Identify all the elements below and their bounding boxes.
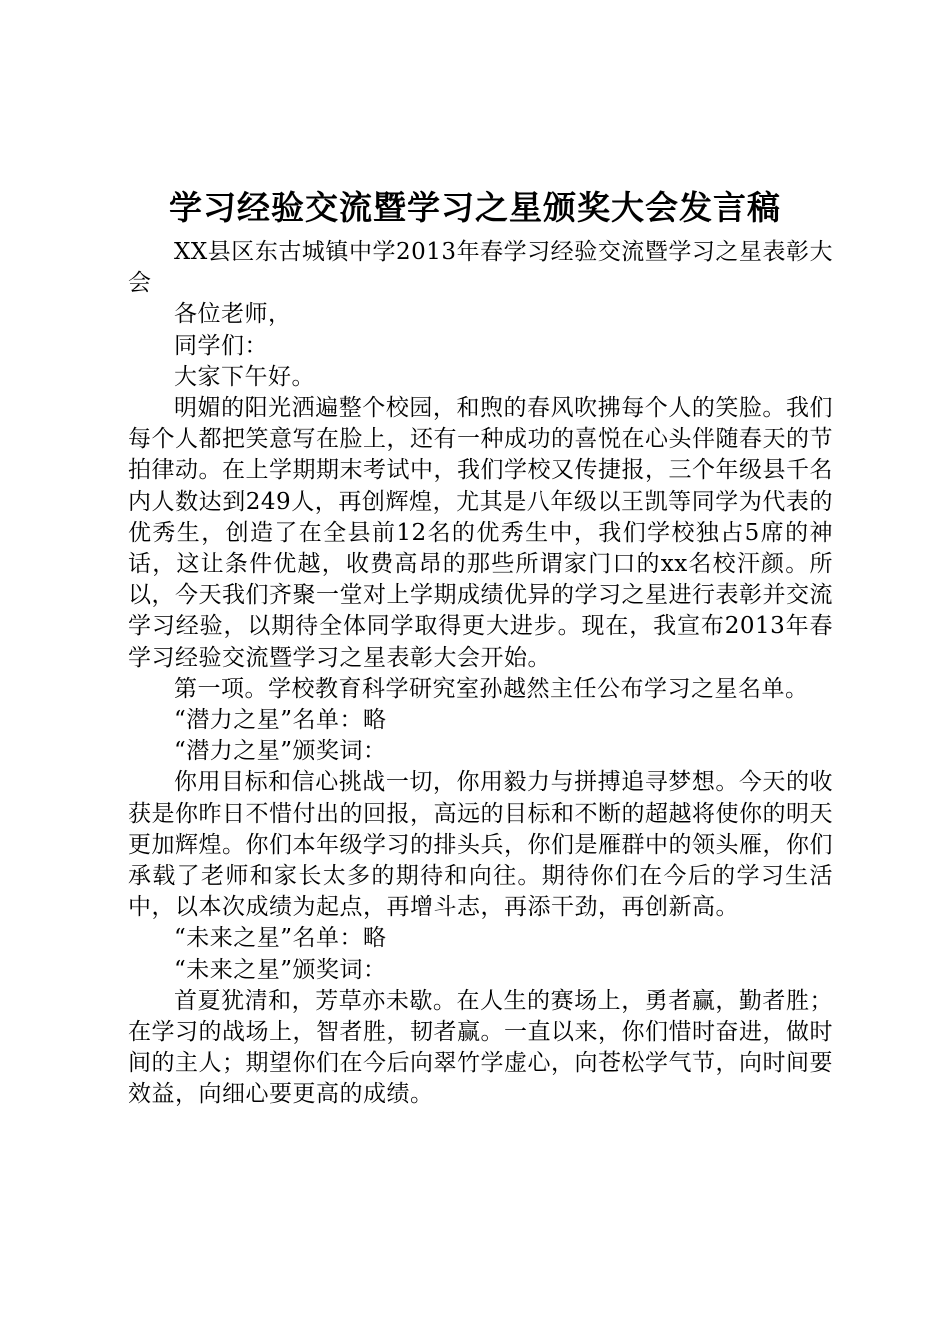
paragraph-potential-star-list: “潜力之星”名单：略 [174, 707, 387, 734]
paragraph-meeting-name: XX县区东古城镇中学2013年春学习经验交流暨学习之星表彰大会 [128, 239, 833, 297]
paragraph-future-star-citation-heading: “未来之星”颁奖词： [174, 956, 387, 983]
paragraph-future-star-list: “未来之星”名单：略 [174, 925, 387, 952]
paragraph-greeting-teachers: 各位老师， [174, 301, 292, 328]
paragraph-greeting-students: 同学们： [174, 332, 268, 359]
document-body [128, 237, 833, 1111]
paragraph-opening: 明媚的阳光洒遍整个校园，和煦的春风吹拂每个人的笑脸。我们每个人都把笑意写在脸上，还有一种成功的喜悦在心头伴随春天的节拍律动。在上学期期末考试中，我们学校又传捷报，三个年级县千名内人数达到249人，再创辉煌，尤其是八年级以王凯等同学为代表的优秀生，创造了在全县前12名的优秀生中，我们学校独占5席的神话，这让条件优越，收费高昂的那些所谓家门口的xx名校汗颜。所以，今天我们齐聚一堂对上学期成绩优异的学习之星进行表彰并交流学习经验，以期待全体同学取得更大进步。现在，我宣布2013年春学习经验交流暨学习之星表彰大会开始。 [128, 395, 833, 671]
paragraph-future-star-citation: 首夏犹清和，芳草亦未歇。在人生的赛场上，勇者赢，勤者胜；在学习的战场上，智者胜，韧者赢。一直以来，你们惜时奋进，做时间的主人；期望你们在今后向翠竹学虚心，向苍松学气节，向时间要效益，向细心要更高的成绩。 [128, 987, 833, 1108]
paragraph-potential-star-citation-heading: “潜力之星”颁奖词： [174, 738, 387, 765]
document-title: 学习经验交流暨学习之星颁奖大会发言稿 [169, 188, 781, 227]
paragraph-item-one: 第一项。学校教育科学研究室孙越然主任公布学习之星名单。 [174, 675, 809, 702]
paragraph-greeting-afternoon: 大家下午好。 [174, 363, 315, 390]
paragraph-potential-star-citation: 你用目标和信心挑战一切，你用毅力与拼搏追寻梦想。今天的收获是你昨日不惜付出的回报，高远的目标和不断的超越将使你的明天更加辉煌。你们本年级学习的排头兵，你们是雁群中的领头雁，你们承载了老师和家长太多的期待和向往。期待你们在今后的学习生活中，以本次成绩为起点，再增斗志，再添干劲，再创新高。 [128, 769, 833, 921]
